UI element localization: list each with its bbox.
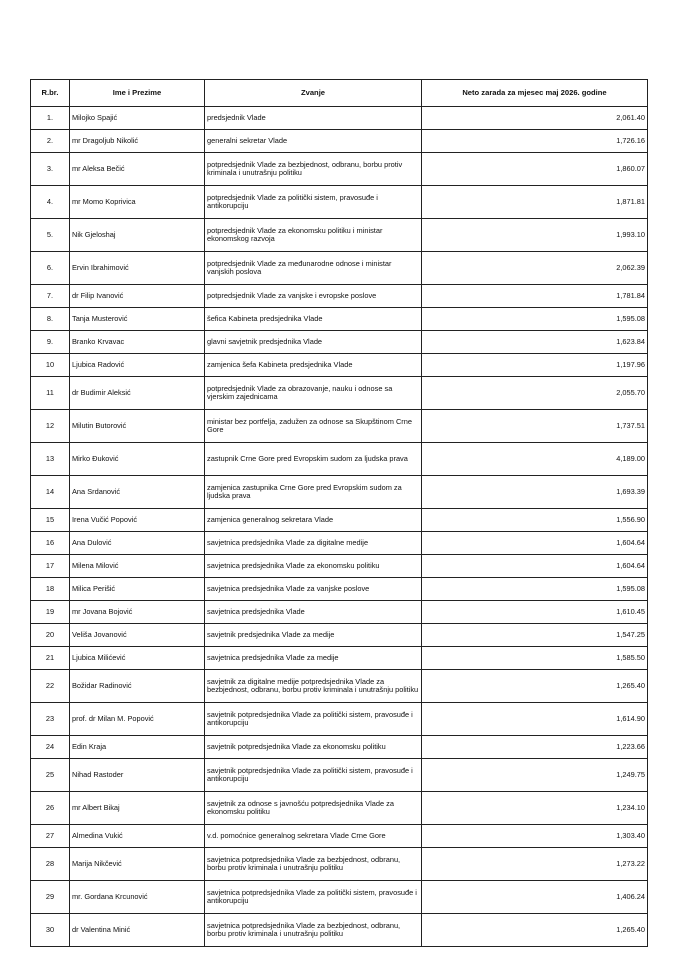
person-name: Mirko Đuković xyxy=(70,443,205,476)
net-salary: 1,860.07 xyxy=(422,153,648,186)
row-number: 12 xyxy=(31,410,70,443)
job-title: potpredsjednik Vlade za obrazovanje, nauku i odnose sa vjerskim zajednicama xyxy=(205,377,422,410)
table-row xyxy=(31,410,648,443)
row-number: 20 xyxy=(31,624,70,647)
net-salary: 1,610.45 xyxy=(422,601,648,624)
header-salary: Neto zarada za mjesec maj 2026. godine xyxy=(422,80,648,107)
net-salary: 1,234.10 xyxy=(422,792,648,825)
table-row xyxy=(31,252,648,285)
job-title: savjetnica potpredsjednika Vlade za bezbjednost, odbranu, borbu protiv kriminala i unutrašnju politiku xyxy=(205,848,422,881)
row-number: 5. xyxy=(31,219,70,252)
table-row xyxy=(31,601,648,624)
table-row xyxy=(31,532,648,555)
person-name: mr. Gordana Krcunović xyxy=(70,881,205,914)
job-title: zamjenica zastupnika Crne Gore pred Evropskim sudom za ljudska prava xyxy=(205,476,422,509)
row-number: 28 xyxy=(31,848,70,881)
net-salary: 1,406.24 xyxy=(422,881,648,914)
person-name: Nik Gjeloshaj xyxy=(70,219,205,252)
person-name: Ljubica Radović xyxy=(70,354,205,377)
net-salary: 1,249.75 xyxy=(422,759,648,792)
row-number: 16 xyxy=(31,532,70,555)
row-number: 26 xyxy=(31,792,70,825)
job-title: savjetnica predsjednika Vlade za vanjske poslove xyxy=(205,578,422,601)
job-title: potpredsjednik Vlade za vanjske i evropske poslove xyxy=(205,285,422,308)
table-header xyxy=(31,80,648,107)
table-row xyxy=(31,881,648,914)
job-title: savjetnik potpredsjednika Vlade za ekonomsku politiku xyxy=(205,736,422,759)
net-salary: 1,737.51 xyxy=(422,410,648,443)
table-row xyxy=(31,914,648,947)
job-title: zastupnik Crne Gore pred Evropskim sudom za ljudska prava xyxy=(205,443,422,476)
row-number: 11 xyxy=(31,377,70,410)
net-salary: 1,265.40 xyxy=(422,670,648,703)
job-title: savjetnik potpredsjednika Vlade za politički sistem, pravosuđe i antikorupciju xyxy=(205,759,422,792)
row-number: 29 xyxy=(31,881,70,914)
person-name: mr Momo Koprivica xyxy=(70,186,205,219)
row-number: 1. xyxy=(31,107,70,130)
person-name: Marija Nikčević xyxy=(70,848,205,881)
person-name: dr Filip Ivanović xyxy=(70,285,205,308)
job-title: savjetnica predsjednika Vlade xyxy=(205,601,422,624)
job-title: savjetnica predsjednika Vlade za ekonomsku politiku xyxy=(205,555,422,578)
job-title: potpredsjednik Vlade za međunarodne odnose i ministar vanjskih poslova xyxy=(205,252,422,285)
row-number: 13 xyxy=(31,443,70,476)
person-name: Milica Perišić xyxy=(70,578,205,601)
net-salary: 1,595.08 xyxy=(422,578,648,601)
row-number: 10 xyxy=(31,354,70,377)
person-name: prof. dr Milan M. Popović xyxy=(70,703,205,736)
job-title: potpredsjednik Vlade za ekonomsku politiku i ministar ekonomskog razvoja xyxy=(205,219,422,252)
table-row xyxy=(31,153,648,186)
net-salary: 1,273.22 xyxy=(422,848,648,881)
table-row xyxy=(31,578,648,601)
net-salary: 2,061.40 xyxy=(422,107,648,130)
header-title: Zvanje xyxy=(205,80,422,107)
row-number: 30 xyxy=(31,914,70,947)
table-row xyxy=(31,107,648,130)
table-row xyxy=(31,792,648,825)
job-title: savjetnik za digitalne medije potpredsjednika Vlade za bezbjednost, odbranu, borbu protiv kriminala i unutrašnju politiku xyxy=(205,670,422,703)
row-number: 6. xyxy=(31,252,70,285)
table-row xyxy=(31,825,648,848)
net-salary: 1,303.40 xyxy=(422,825,648,848)
person-name: Božidar Radinović xyxy=(70,670,205,703)
net-salary: 1,604.64 xyxy=(422,532,648,555)
net-salary: 2,062.39 xyxy=(422,252,648,285)
person-name: Ljubica Milićević xyxy=(70,647,205,670)
table-row xyxy=(31,555,648,578)
net-salary: 1,614.90 xyxy=(422,703,648,736)
row-number: 4. xyxy=(31,186,70,219)
person-name: mr Jovana Bojović xyxy=(70,601,205,624)
job-title: potpredsjednik Vlade za bezbjednost, odbranu, borbu protiv kriminala i unutrašnju politiku xyxy=(205,153,422,186)
person-name: mr Aleksa Bečić xyxy=(70,153,205,186)
net-salary: 1,585.50 xyxy=(422,647,648,670)
person-name: Milutin Butorović xyxy=(70,410,205,443)
net-salary: 1,197.96 xyxy=(422,354,648,377)
net-salary: 1,223.66 xyxy=(422,736,648,759)
person-name: mr Albert Bikaj xyxy=(70,792,205,825)
job-title: glavni savjetnik predsjednika Vlade xyxy=(205,331,422,354)
net-salary: 4,189.00 xyxy=(422,443,648,476)
header-rbr: R.br. xyxy=(31,80,70,107)
row-number: 8. xyxy=(31,308,70,331)
header-row xyxy=(31,80,648,107)
job-title: savjetnica predsjednika Vlade za medije xyxy=(205,647,422,670)
job-title: ministar bez portfelja, zadužen za odnose sa Skupštinom Crne Gore xyxy=(205,410,422,443)
table-row xyxy=(31,509,648,532)
person-name: Almedina Vukić xyxy=(70,825,205,848)
net-salary: 1,993.10 xyxy=(422,219,648,252)
table-row xyxy=(31,759,648,792)
job-title: zamjenica generalnog sekretara Vlade xyxy=(205,509,422,532)
row-number: 21 xyxy=(31,647,70,670)
job-title: savjetnica predsjednika Vlade za digitalne medije xyxy=(205,532,422,555)
net-salary: 2,055.70 xyxy=(422,377,648,410)
net-salary: 1,623.84 xyxy=(422,331,648,354)
table-row xyxy=(31,443,648,476)
job-title: zamjenica šefa Kabineta predsjednika Vlade xyxy=(205,354,422,377)
person-name: Tanja Musterović xyxy=(70,308,205,331)
row-number: 17 xyxy=(31,555,70,578)
table-body xyxy=(31,107,648,947)
person-name: Nihad Rastoder xyxy=(70,759,205,792)
job-title: savjetnica potpredsjednika Vlade za bezbjednost, odbranu, borbu protiv kriminala i unutrašnju politiku xyxy=(205,914,422,947)
row-number: 18 xyxy=(31,578,70,601)
table-row xyxy=(31,308,648,331)
row-number: 2. xyxy=(31,130,70,153)
job-title: predsjednik Vlade xyxy=(205,107,422,130)
net-salary: 1,604.64 xyxy=(422,555,648,578)
job-title: v.d. pomoćnice generalnog sekretara Vlade Crne Gore xyxy=(205,825,422,848)
row-number: 9. xyxy=(31,331,70,354)
table-row xyxy=(31,354,648,377)
job-title: savjetnik potpredsjednika Vlade za politički sistem, pravosuđe i antikorupciju xyxy=(205,703,422,736)
header-name: Ime i Prezime xyxy=(70,80,205,107)
job-title: šefica Kabineta predsjednika Vlade xyxy=(205,308,422,331)
row-number: 23 xyxy=(31,703,70,736)
row-number: 15 xyxy=(31,509,70,532)
net-salary: 1,556.90 xyxy=(422,509,648,532)
table-row xyxy=(31,476,648,509)
person-name: Milojko Spajić xyxy=(70,107,205,130)
table-row xyxy=(31,130,648,153)
salary-table xyxy=(30,79,648,947)
person-name: mr Dragoljub Nikolić xyxy=(70,130,205,153)
person-name: Irena Vučić Popović xyxy=(70,509,205,532)
row-number: 24 xyxy=(31,736,70,759)
net-salary: 1,781.84 xyxy=(422,285,648,308)
row-number: 27 xyxy=(31,825,70,848)
row-number: 22 xyxy=(31,670,70,703)
table-row xyxy=(31,331,648,354)
job-title: savjetnica potpredsjednika Vlade za politički sistem, pravosuđe i antikorupciju xyxy=(205,881,422,914)
table-row xyxy=(31,647,648,670)
person-name: dr Budimir Aleksić xyxy=(70,377,205,410)
job-title: generalni sekretar Vlade xyxy=(205,130,422,153)
table-row xyxy=(31,848,648,881)
table-row xyxy=(31,736,648,759)
net-salary: 1,871.81 xyxy=(422,186,648,219)
person-name: Ana Srdanović xyxy=(70,476,205,509)
table-row xyxy=(31,377,648,410)
row-number: 3. xyxy=(31,153,70,186)
table-row xyxy=(31,670,648,703)
job-title: savjetnik predsjednika Vlade za medije xyxy=(205,624,422,647)
job-title: savjetnik za odnose s javnošću potpredsjednika Vlade za ekonomsku politiku xyxy=(205,792,422,825)
table-row xyxy=(31,285,648,308)
person-name: Ervin Ibrahimović xyxy=(70,252,205,285)
person-name: dr Valentina Minić xyxy=(70,914,205,947)
person-name: Branko Krvavac xyxy=(70,331,205,354)
row-number: 19 xyxy=(31,601,70,624)
person-name: Ana Dulović xyxy=(70,532,205,555)
job-title: potpredsjednik Vlade za politički sistem, pravosuđe i antikorupciju xyxy=(205,186,422,219)
person-name: Milena Milović xyxy=(70,555,205,578)
net-salary: 1,693.39 xyxy=(422,476,648,509)
row-number: 14 xyxy=(31,476,70,509)
row-number: 25 xyxy=(31,759,70,792)
net-salary: 1,265.40 xyxy=(422,914,648,947)
table-row xyxy=(31,186,648,219)
table-row xyxy=(31,624,648,647)
table-row xyxy=(31,703,648,736)
person-name: Veliša Jovanović xyxy=(70,624,205,647)
person-name: Edin Kraja xyxy=(70,736,205,759)
row-number: 7. xyxy=(31,285,70,308)
net-salary: 1,595.08 xyxy=(422,308,648,331)
net-salary: 1,726.16 xyxy=(422,130,648,153)
net-salary: 1,547.25 xyxy=(422,624,648,647)
table-row xyxy=(31,219,648,252)
